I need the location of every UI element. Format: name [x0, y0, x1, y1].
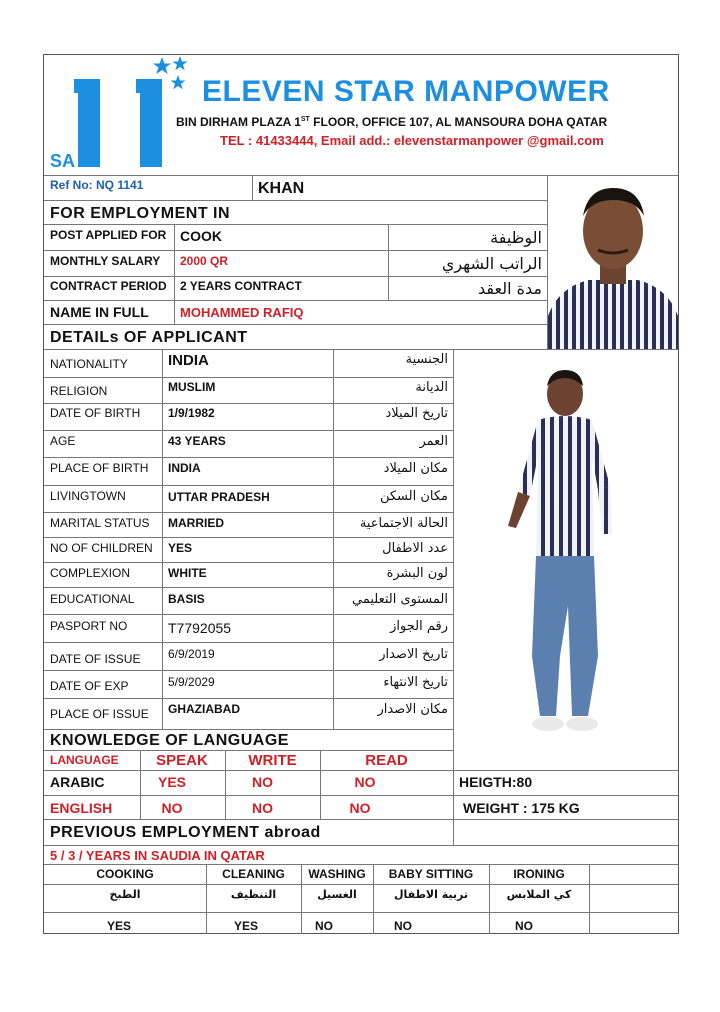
educational-arabic: المستوى التعليمي	[352, 592, 448, 607]
skill-ironing-ar: كي الملابس	[506, 888, 572, 901]
details-title: DETAILs OF APPLICANT	[50, 329, 248, 346]
skill-cooking-ar: الطبخ	[109, 888, 141, 901]
age-label: AGE	[50, 434, 76, 448]
arabic-speak: YES	[157, 774, 186, 790]
issue-date-value: 6/9/2019	[168, 647, 215, 661]
previous-title	[50, 824, 321, 842]
skill-washing-ar: الغسيل	[317, 888, 357, 901]
company-contact: TEL : 41433444, Email add.: elevenstarmanpower @gmail.com	[220, 133, 604, 148]
lang-header-speak: SPEAK	[156, 752, 208, 769]
post-value: COOK	[180, 228, 222, 244]
nationality-arabic: الجنسية	[405, 352, 448, 367]
livingtown-label: LIVINGTOWN	[50, 489, 126, 503]
issue-place-value: GHAZIABAD	[168, 702, 240, 716]
age-arabic: العمر	[419, 434, 448, 449]
address-part-a: BIN DIRHAM PLAZA 1	[176, 115, 301, 129]
pob-label: PLACE OF BIRTH	[50, 461, 149, 475]
post-label: POST APPLIED FOR	[50, 228, 167, 242]
nationality-label: NATIONALITY	[50, 357, 128, 371]
arabic-write: NO	[252, 774, 273, 790]
children-arabic: عدد الاطفال	[382, 541, 448, 556]
skill-babysitting-value: NO	[394, 919, 412, 933]
contract-value: 2 YEARS CONTRACT	[180, 279, 302, 293]
arabic-read: NO	[354, 774, 376, 790]
marital-arabic: الحالة الاجتماعية	[359, 516, 448, 531]
exp-date-arabic: تاريخ الانتهاء	[383, 675, 448, 690]
lang-header-write: WRITE	[248, 752, 297, 769]
nationality-value: INDIA	[168, 352, 209, 369]
skill-cleaning-ar: التنظيف	[230, 888, 277, 901]
language-title: KNOWLEDGE OF LANGUAGE	[50, 732, 289, 749]
marital-value: MARRIED	[168, 516, 224, 530]
religion-label: RELIGION	[50, 384, 108, 398]
applicant-full-body-photo	[460, 356, 670, 766]
weight-value: WEIGHT : 175 KG	[463, 800, 580, 816]
dob-label: DATE OF BIRTH	[50, 406, 141, 420]
issue-place-label: PLACE OF ISSUE	[50, 707, 149, 721]
complexion-label: COMPLEXION	[50, 566, 131, 580]
skill-ironing-value: NO	[515, 919, 533, 933]
religion-value: MUSLIM	[168, 380, 216, 394]
marital-label: MARITAL STATUS	[50, 516, 150, 530]
address-superscript: ST	[300, 116, 310, 123]
passport-label: PASPORT NO	[50, 619, 128, 633]
religion-arabic: الديانة	[415, 380, 448, 395]
name-label: NAME IN FULL	[50, 304, 149, 320]
issue-date-arabic: تاريخ الاصدار	[379, 647, 448, 662]
english-speak: NO	[161, 800, 183, 816]
dob-value: 1/9/1982	[168, 406, 215, 420]
lang-row-english: ENGLISH	[50, 800, 113, 816]
address-part-b: FLOOR, OFFICE 107, AL MANSOURA DOHA QATAR	[309, 115, 608, 129]
salary-value: 2000 QR	[180, 254, 229, 268]
children-value: YES	[168, 541, 193, 555]
complexion-value: WHITE	[168, 566, 207, 580]
passport-arabic: رقم الجواز	[390, 619, 448, 634]
height-value: HEIGTH:80	[459, 774, 533, 790]
complexion-arabic: لون البشرة	[386, 566, 448, 581]
lang-header-language: LANGUAGE	[50, 753, 119, 767]
passport-value: T7792055	[168, 620, 232, 636]
children-label: NO OF CHILDREN	[50, 541, 153, 555]
ref-no	[50, 178, 143, 192]
skill-washing: WASHING	[308, 867, 366, 881]
previous-years: 5 / 3 / YEARS IN SAUDIA IN QATAR	[50, 848, 265, 863]
previous-title-b: abroad	[264, 824, 321, 841]
english-write: NO	[252, 800, 273, 816]
skill-cleaning-value: YES	[233, 919, 258, 933]
educational-label: EDUCATIONAL	[50, 592, 135, 606]
ref-value: NQ 1141	[96, 178, 144, 192]
contract-label: CONTRACT PERIOD	[50, 279, 167, 293]
english-read: NO	[349, 800, 371, 816]
salary-label: MONTHLY SALARY	[50, 254, 161, 268]
issue-date-label: DATE OF ISSUE	[50, 652, 141, 666]
skill-babysitting: BABY SITTING	[388, 867, 474, 881]
pob-arabic: مكان الميلاد	[383, 461, 448, 476]
issue-place-arabic: مكان الاصدار	[377, 702, 448, 717]
skill-washing-value: NO	[315, 919, 333, 933]
logo-prefix: SA	[50, 151, 76, 171]
age-value: 43 YEARS	[168, 434, 226, 448]
company-header	[44, 55, 678, 175]
lang-header-read: READ	[365, 752, 408, 769]
exp-date-value: 5/9/2029	[168, 675, 215, 689]
skill-cooking: COOKING	[96, 867, 154, 881]
skill-cleaning: CLEANING	[222, 867, 285, 881]
employment-title: FOR EMPLOYMENT IN	[50, 205, 231, 222]
name-value: MOHAMMED RAFIQ	[180, 305, 304, 320]
ref-label: Ref No:	[50, 178, 93, 192]
contract-arabic: مدة العقد	[478, 279, 542, 298]
previous-title-a: PREVIOUS EMPLOYMENT	[50, 824, 265, 841]
dob-arabic: تاريخ الميلاد	[385, 406, 448, 421]
exp-date-label: DATE OF EXP	[50, 679, 129, 693]
livingtown-arabic: مكان السكن	[379, 489, 448, 504]
skill-ironing: IRONING	[513, 867, 565, 881]
skill-babysitting-ar: تربية الاطفال	[393, 888, 468, 901]
salary-arabic: الراتب الشهري	[441, 254, 542, 273]
livingtown-value: UTTAR PRADESH	[168, 490, 270, 504]
applicant-portrait-photo	[548, 176, 678, 350]
educational-value: BASIS	[168, 592, 205, 606]
skill-cooking-value: YES	[106, 919, 131, 933]
company-address	[176, 115, 607, 129]
company-name: ELEVEN STAR MANPOWER	[202, 75, 610, 108]
pob-value: INDIA	[168, 461, 201, 475]
lang-row-arabic: ARABIC	[50, 774, 105, 790]
surname: KHAN	[258, 180, 305, 197]
post-arabic: الوظيفة	[490, 228, 542, 247]
